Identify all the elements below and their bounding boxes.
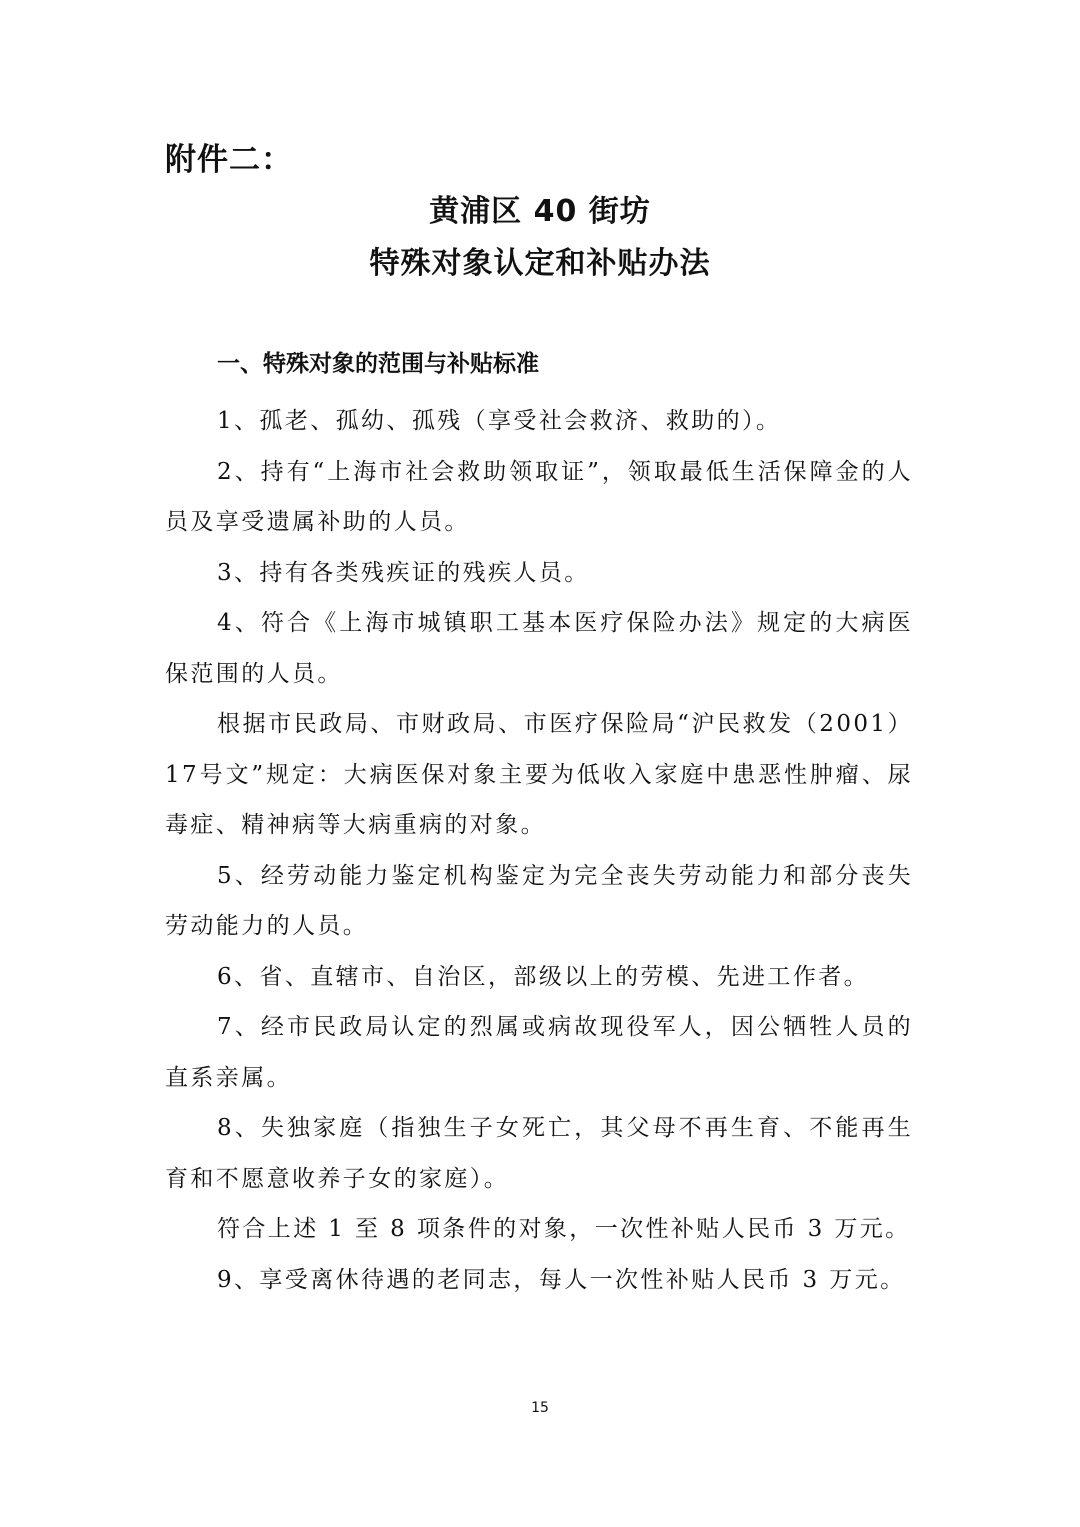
paragraph-item-1: 1、孤老、孤幼、孤残（享受社会救济、救助的）。 xyxy=(217,408,782,434)
paragraph-subsidy-summary: 符合上述 1 至 8 项条件的对象，一次性补贴人民币 3 万元。 xyxy=(217,1216,911,1242)
paragraph-note-regulation: 根据市民政局、市财政局、市医疗保险局“沪民救发（2001）17号文”规定：大病医保对象主要为低收入家庭中患恶性肿瘤、尿毒症、精神病等大病重病的对象。 xyxy=(165,711,913,838)
paragraph-item-3: 3、持有各类残疾证的残疾人员。 xyxy=(217,559,590,586)
paragraph-item-8: 8、失独家庭（指独生子女死亡，其父母不再生育、不能再生育和不愿意收养子女的家庭）。 xyxy=(165,1115,913,1192)
paragraph-item-7: 7、经市民政局认定的烈属或病故现役军人，因公牺牲人员的直系亲属。 xyxy=(165,1014,913,1091)
paragraph-item-4: 4、符合《上海市城镇职工基本医疗保险办法》规定的大病医保范围的人员。 xyxy=(165,610,913,687)
paragraph-item-2: 2、持有“上海市社会救助领取证”，领取最低生活保障金的人员及享受遗属补助的人员。 xyxy=(165,458,913,535)
paragraph-item-6: 6、省、直辖市、自治区，部级以上的劳模、先进工作者。 xyxy=(217,963,870,990)
attachment-label: 附件二： xyxy=(165,142,293,178)
paragraph-item-5: 5、经劳动能力鉴定机构鉴定为完全丧失劳动能力和部分丧失劳动能力的人员。 xyxy=(165,862,913,939)
document-body xyxy=(165,396,913,1305)
page-number: 15 xyxy=(531,1400,549,1416)
paragraph-item-9: 9、享受离休待遇的老同志，每人一次性补贴人民币 3 万元。 xyxy=(217,1266,906,1293)
document-title-line-2: 特殊对象认定和补贴办法 xyxy=(369,246,711,281)
document-title-line-1: 黄浦区 40 街坊 xyxy=(429,194,651,229)
section-heading: 一、特殊对象的范围与补贴标准 xyxy=(217,351,539,377)
